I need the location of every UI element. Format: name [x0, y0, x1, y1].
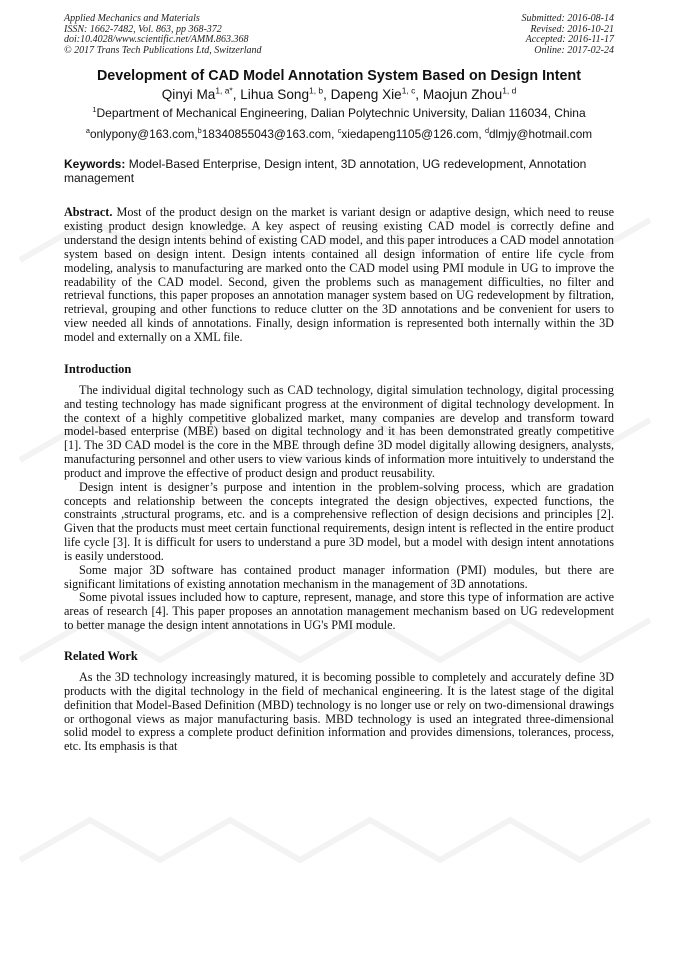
journal-doi: doi:10.4028/www.scientific.net/AMM.863.368	[64, 34, 249, 46]
journal-name: Applied Mechanics and Materials	[64, 13, 200, 24]
keywords	[64, 157, 614, 185]
related-work-heading: Related Work	[64, 649, 138, 663]
paragraph: Some major 3D software has contained product manager information (PMI) modules, but there are significant limitations of existing annotation mechanism in the management of 3D annotations.	[64, 562, 614, 591]
paragraph: The individual digital technology such as CAD technology, digital simulation technology, digital processing and testing technology has made significant progress at the environment of digital technology development. In the context of a highly competitive globalized market, many companies are develop and transform toward model-based enterprise (MBE) based on digital technology and it has been demonstrated greatly competitive [1]. The 3D CAD model is the core in the MBE through define 3D model digitally allowing designers, analysts, manufacturing personnel and other users to view various kinds of information more intuitively to understand the product and improve the effective of product design and product reusability.	[64, 382, 614, 480]
author: Lihua Song$^{1, b}$,	[240, 85, 331, 103]
paper-title: Development of CAD Model Annotation System Based on Design Intent	[96, 68, 581, 85]
date-revised: Revised: 2016-10-21	[530, 23, 614, 35]
email[interactable]: $^b$18340855043@163.com,	[197, 126, 338, 142]
journal-copyright: © 2017 Trans Tech Publications Ltd, Switzerland	[64, 44, 262, 56]
paragraph: Design intent is designer’s purpose and intention in the problem-solving process, which are gradation concepts and relationship between the concepts integrated the design objectives, expected functions, the constraints ,structural programs, etc. and is a comprehensive reflection of design decisions and principles [2]. Given that the products must meet certain functional requirements, design intent is reflected in the entire product life cycle [3]. It is difficult for users to understand a pure 3D model, but a model with design intent annotations is easily understood.	[64, 479, 614, 563]
journal-issn: ISSN: 1662-7482, Vol. 863, pp 368-372	[64, 23, 222, 35]
keywords-label: Keywords:	[64, 157, 126, 172]
email[interactable]: $^a$onlypony@163.com,	[85, 126, 198, 142]
author: Qinyi $Ma^{1, a*}$,	[161, 85, 241, 103]
abstract-label: Abstract.	[64, 205, 113, 220]
abstract-text: Most of the product design on the market is variant design or adaptive design, which need to reuse existing product design knowledge. A key aspect of reusing existing CAD model is correctly define and understand the design intents behind of existing CAD model, and this paper introduces a CAD model annotation system based on design intent. Design intents contained all design information of entire life cycle from modeling, analysis to manufacturing are marked onto the CAD model using PMI module in UG to improve the readability of the CAD model. Second, given the problems such as management difficulties, no filter and retrieval functions, this paper proposes an annotation manager system based on UG redevelopment by filtration, retrieval, grouping and other functions to reduce clutter on the 3D annotations and be convenient for users to view needed all kinds of annotations. Finally, design information is represented both internally within the 3D model and externally on a XML file.	[64, 205, 614, 344]
paragraph: Some pivotal issues included how to capture, represent, manage, and store this type of information are active areas of research [4]. This paper proposes an annotation management mechanism based on UG redevelopment to better manage the design intent annotations in UG's PMI module.	[64, 590, 614, 633]
email[interactable]: $^c$xiedapeng1105@126.com,	[337, 126, 485, 142]
paper-page	[64, 14, 614, 754]
date-online: Online: 2017-02-24	[534, 44, 614, 56]
introduction-heading: Introduction	[64, 361, 132, 376]
author-emails	[64, 127, 614, 141]
journal-info	[64, 14, 262, 56]
abstract	[64, 206, 614, 344]
journal-header	[64, 14, 614, 56]
paragraph: As the 3D technology increasingly matured, it is becoming possible to completely and accurately define 3D products with the digital technology in the field of mechanical engineering. It is the latest stage of the digital definition that Model-Based Definition (MBD) technology is no longer use or rely on two-dimensional drawings or orthogonal views as major manufacturing basis. MBD technology is used an integrated three-dimensional solid model to express a complete product definition information and provides dimensions, tolerances, process, etc. Its emphasis is that	[64, 670, 614, 754]
date-submitted: Submitted: 2016-08-14	[521, 13, 614, 24]
affiliation: $^1$Department of Mechanical Engineering, Dalian Polytechnic University, Dalian 116034, China	[92, 105, 586, 121]
author-list	[64, 87, 614, 102]
date-accepted: Accepted: 2016-11-17	[525, 34, 614, 46]
publication-dates	[522, 14, 615, 56]
email[interactable]: $^d$dlmjy@hotmail.com	[484, 126, 593, 142]
author: Dapeng Xie$^{1, c}$,	[330, 85, 423, 103]
keywords-text: Model-Based Enterprise, Design intent, 3D annotation, UG redevelopment, Annotation management	[64, 157, 587, 186]
author: Maojun Zhou$^{1, d}$	[422, 85, 517, 103]
